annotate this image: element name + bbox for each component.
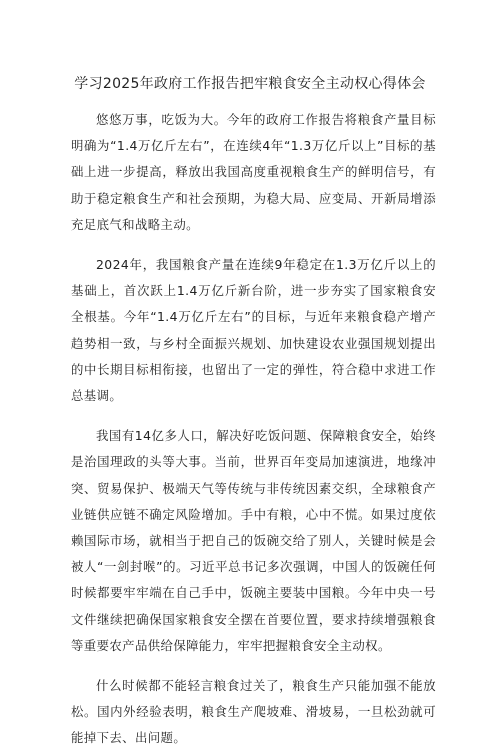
paragraph-spacer (71, 238, 436, 252)
document-body (71, 107, 436, 752)
paragraph-spacer (71, 659, 436, 673)
paragraph-2: 2024年，我国粮食产量在连续9年稳定在1.3万亿斤以上的基础上，首次跃上1.4万亿斤新台阶，进一步夯实了国家粮食安全根基。今年“1.4万亿斤左右”的目标，与近年来粮食稳产增产趋势相一致，与乡村全面振兴规划、加快建设农业强国规划提出的中长期目标相衔接，也留出了一定的弹性，符合稳中求进工作总基调。 (71, 257, 436, 404)
paragraph-3: 我国有14亿多人口，解决好吃饭问题、保障粮食安全，始终是治国理政的头等大事。当前，世界百年变局加速演进，地缘冲突、贸易保护、极端天气等传统与非传统因素交织，全球粮食产业链供应链不确定风险增加。手中有粮，心中不慌。如果过度依赖国际市场，就相当于把自己的饭碗交给了别人，关键时候是会被人“一剑封喉”的。习近平总书记多次强调，中国人的饭碗任何时候都要牢牢端在自己手中，饭碗主要装中国粮。今年中央一号文件继续把确保国家粮食安全摆在首要位置，要求持续增强粮食等重要农产品供给保障能力，牢牢把握粮食安全主动权。 (71, 428, 436, 653)
paragraph-1: 悠悠万事，吃饭为大。今年的政府工作报告将粮食产量目标明确为“1.4万亿斤左右”，在连续4年“1.3万亿斤以上”目标的基础上进一步提高，释放出我国高度重视粮食生产的鲜明信号，有助于稳定粮食生产和社会预期，为稳大局、应变局、开新局增添充足底气和战略主动。 (71, 112, 436, 232)
document-title: 学习2025年政府工作报告把牢粮食安全主动权心得体会 (74, 76, 426, 92)
paragraph-4: 什么时候都不能轻言粮食过关了，粮食生产只能加强不能放松。国内外经验表明，粮食生产爬坡难、滑坡易，一旦松劲就可能掉下去、出问题。 (71, 678, 436, 746)
paragraph-spacer (71, 409, 436, 423)
